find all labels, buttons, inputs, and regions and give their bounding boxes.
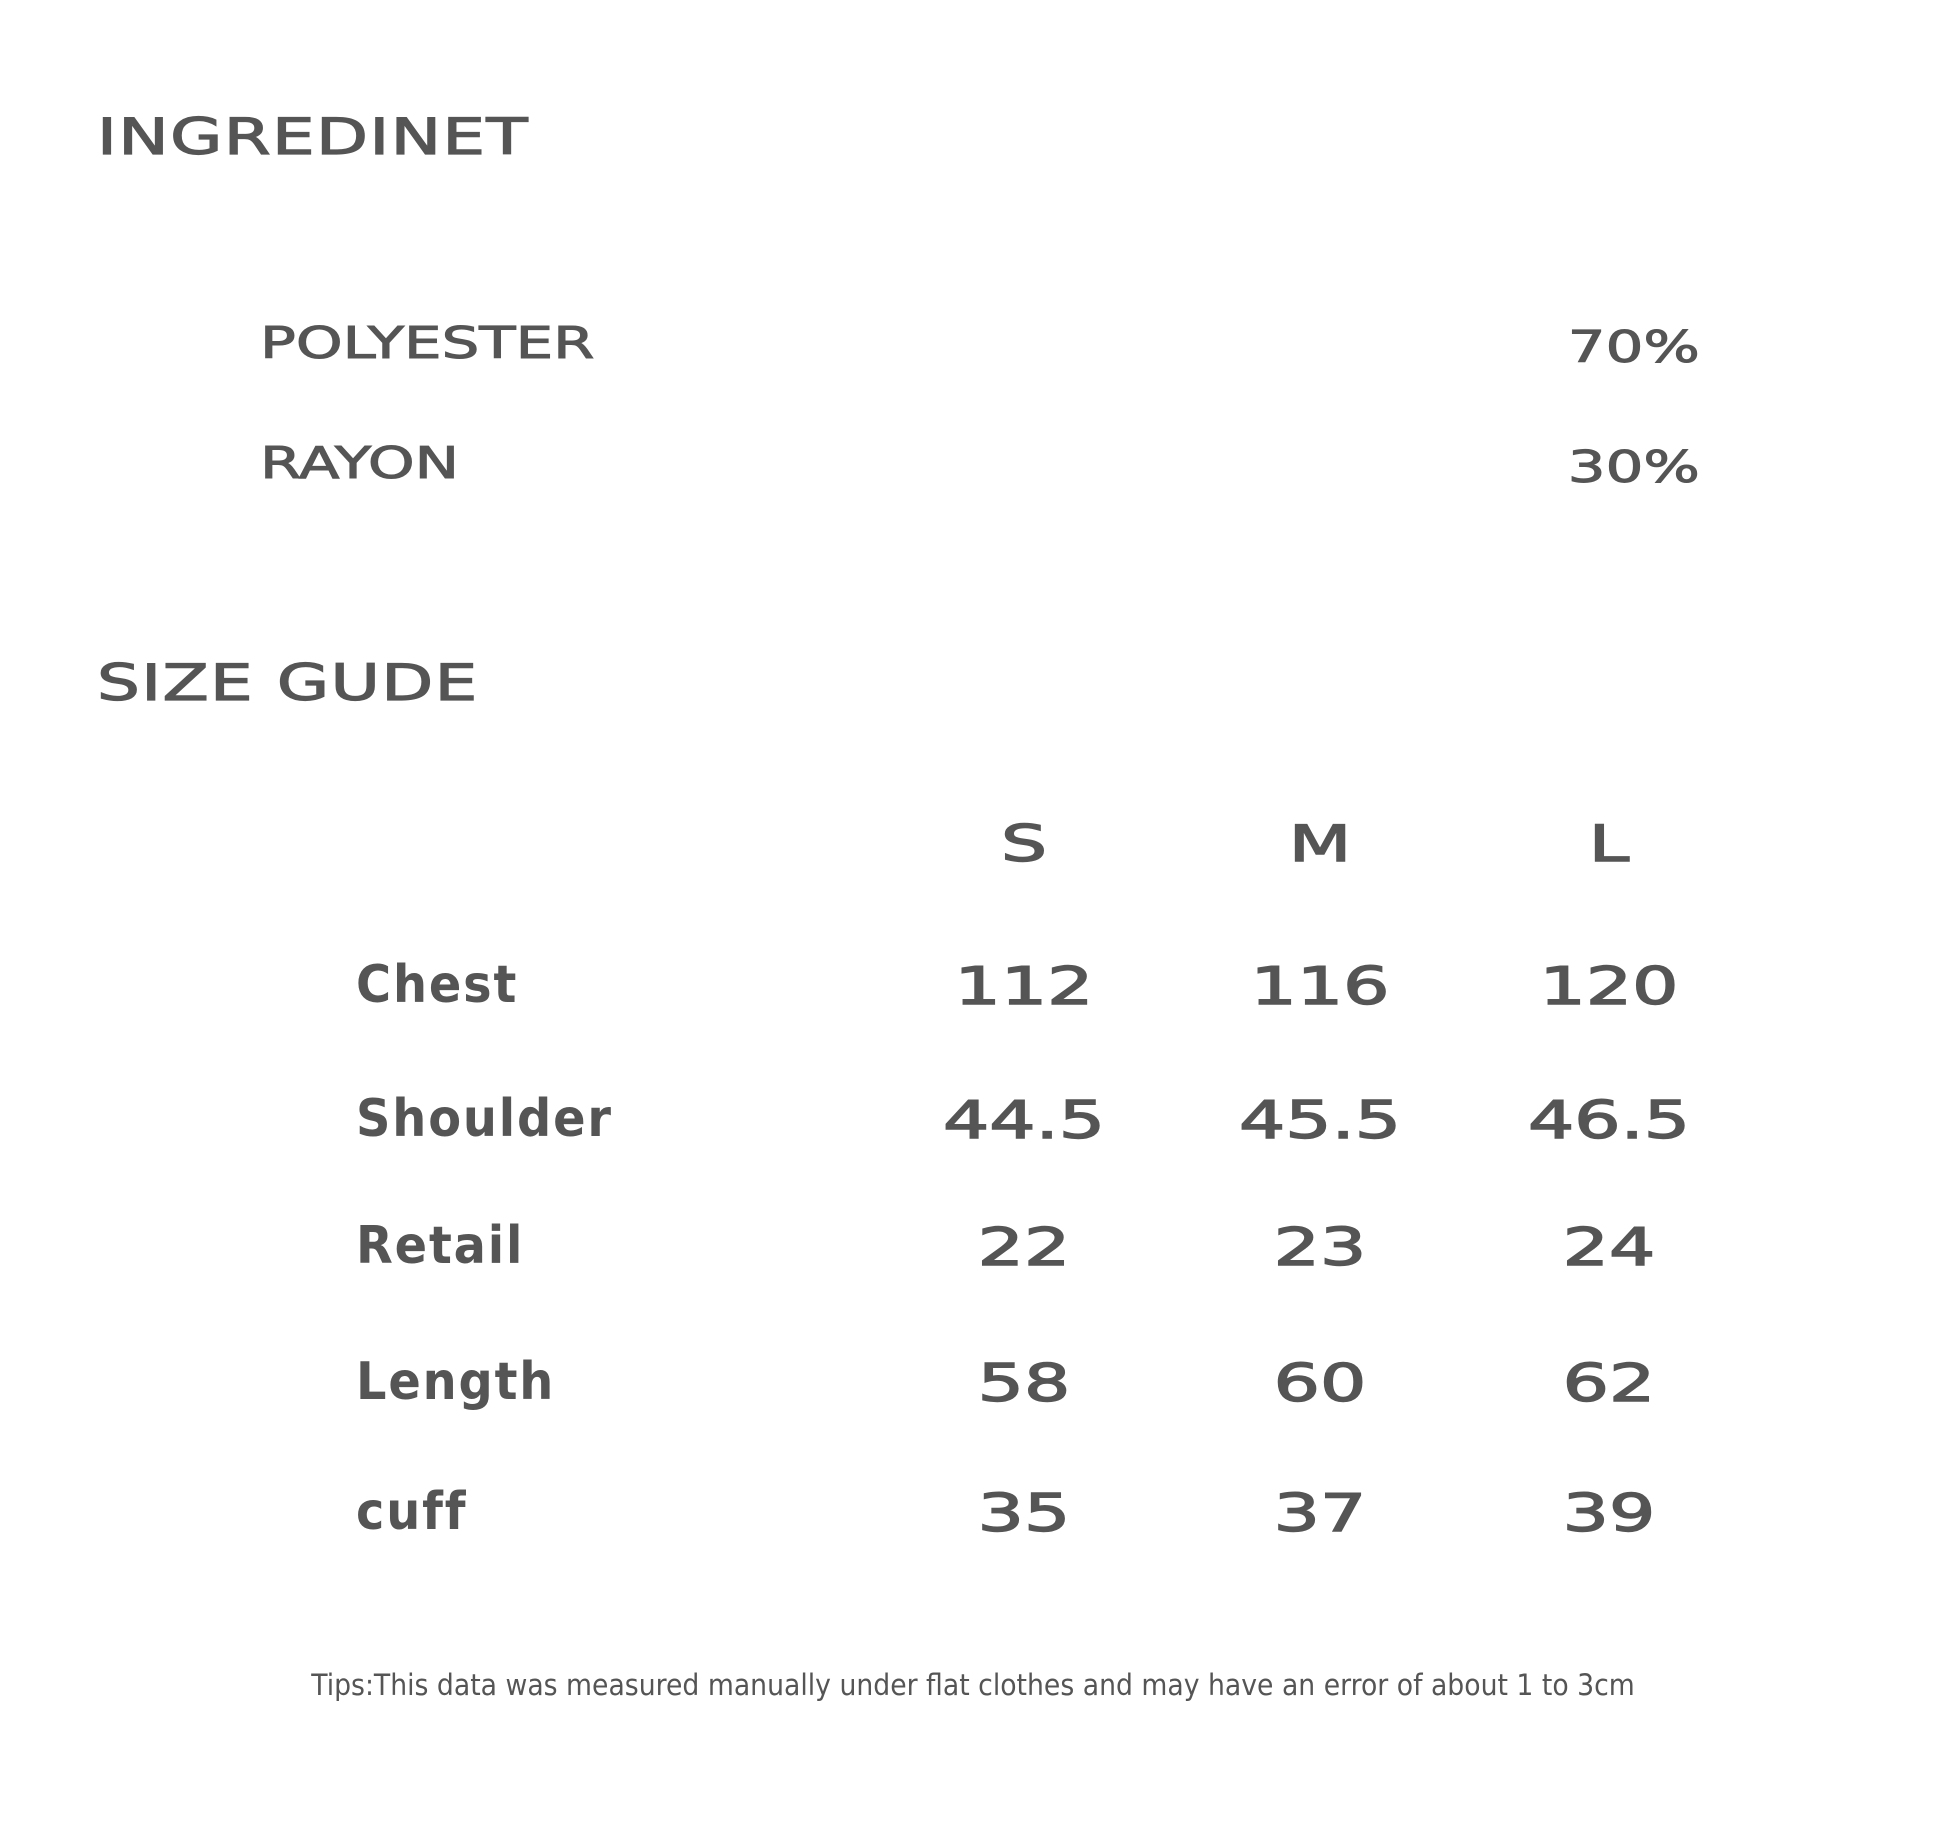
value-cell: 60 [1273, 1354, 1367, 1414]
value-cell: 37 [1273, 1484, 1367, 1544]
value-cell: 44.5 [942, 1091, 1106, 1151]
table-row [0, 955, 1946, 1035]
value-cell: 120 [1539, 957, 1679, 1017]
table-row [0, 1089, 1946, 1169]
row-label-length: Length [356, 1352, 556, 1412]
value-cell: 46.5 [1527, 1091, 1691, 1151]
size-header-l: L [1588, 815, 1630, 873]
row-label-cuff: cuff [356, 1482, 468, 1542]
ingredient-percent: 70% [1567, 322, 1700, 373]
ingredient-name: POLYESTER [260, 318, 595, 369]
ingredient-percent: 30% [1567, 442, 1700, 493]
value-cell: 116 [1250, 957, 1390, 1017]
table-row [0, 1482, 1946, 1562]
size-guide-title: SIZE GUDE [97, 654, 479, 712]
row-label-retail: Retail [356, 1216, 525, 1276]
value-cell: 24 [1562, 1218, 1656, 1278]
ingredient-title: INGREDINET [97, 108, 530, 166]
value-cell: 35 [977, 1484, 1071, 1544]
row-label-chest: Chest [356, 955, 519, 1015]
table-row [0, 1216, 1946, 1296]
value-cell: 23 [1273, 1218, 1367, 1278]
size-header-s: S [1000, 815, 1048, 873]
measurement-tips: Tips:This data was measured manually under flat clothes and may have an error of about 1 to 3cm [311, 1668, 1635, 1702]
ingredient-row [260, 438, 1700, 498]
value-cell: 112 [954, 957, 1094, 1017]
ingredient-name: RAYON [260, 438, 460, 489]
row-label-shoulder: Shoulder [356, 1089, 613, 1149]
ingredient-row [260, 318, 1700, 378]
table-row [0, 1352, 1946, 1432]
value-cell: 58 [977, 1354, 1071, 1414]
value-cell: 39 [1562, 1484, 1656, 1544]
value-cell: 45.5 [1238, 1091, 1402, 1151]
size-header-m: M [1288, 815, 1352, 873]
value-cell: 62 [1562, 1354, 1656, 1414]
value-cell: 22 [977, 1218, 1071, 1278]
